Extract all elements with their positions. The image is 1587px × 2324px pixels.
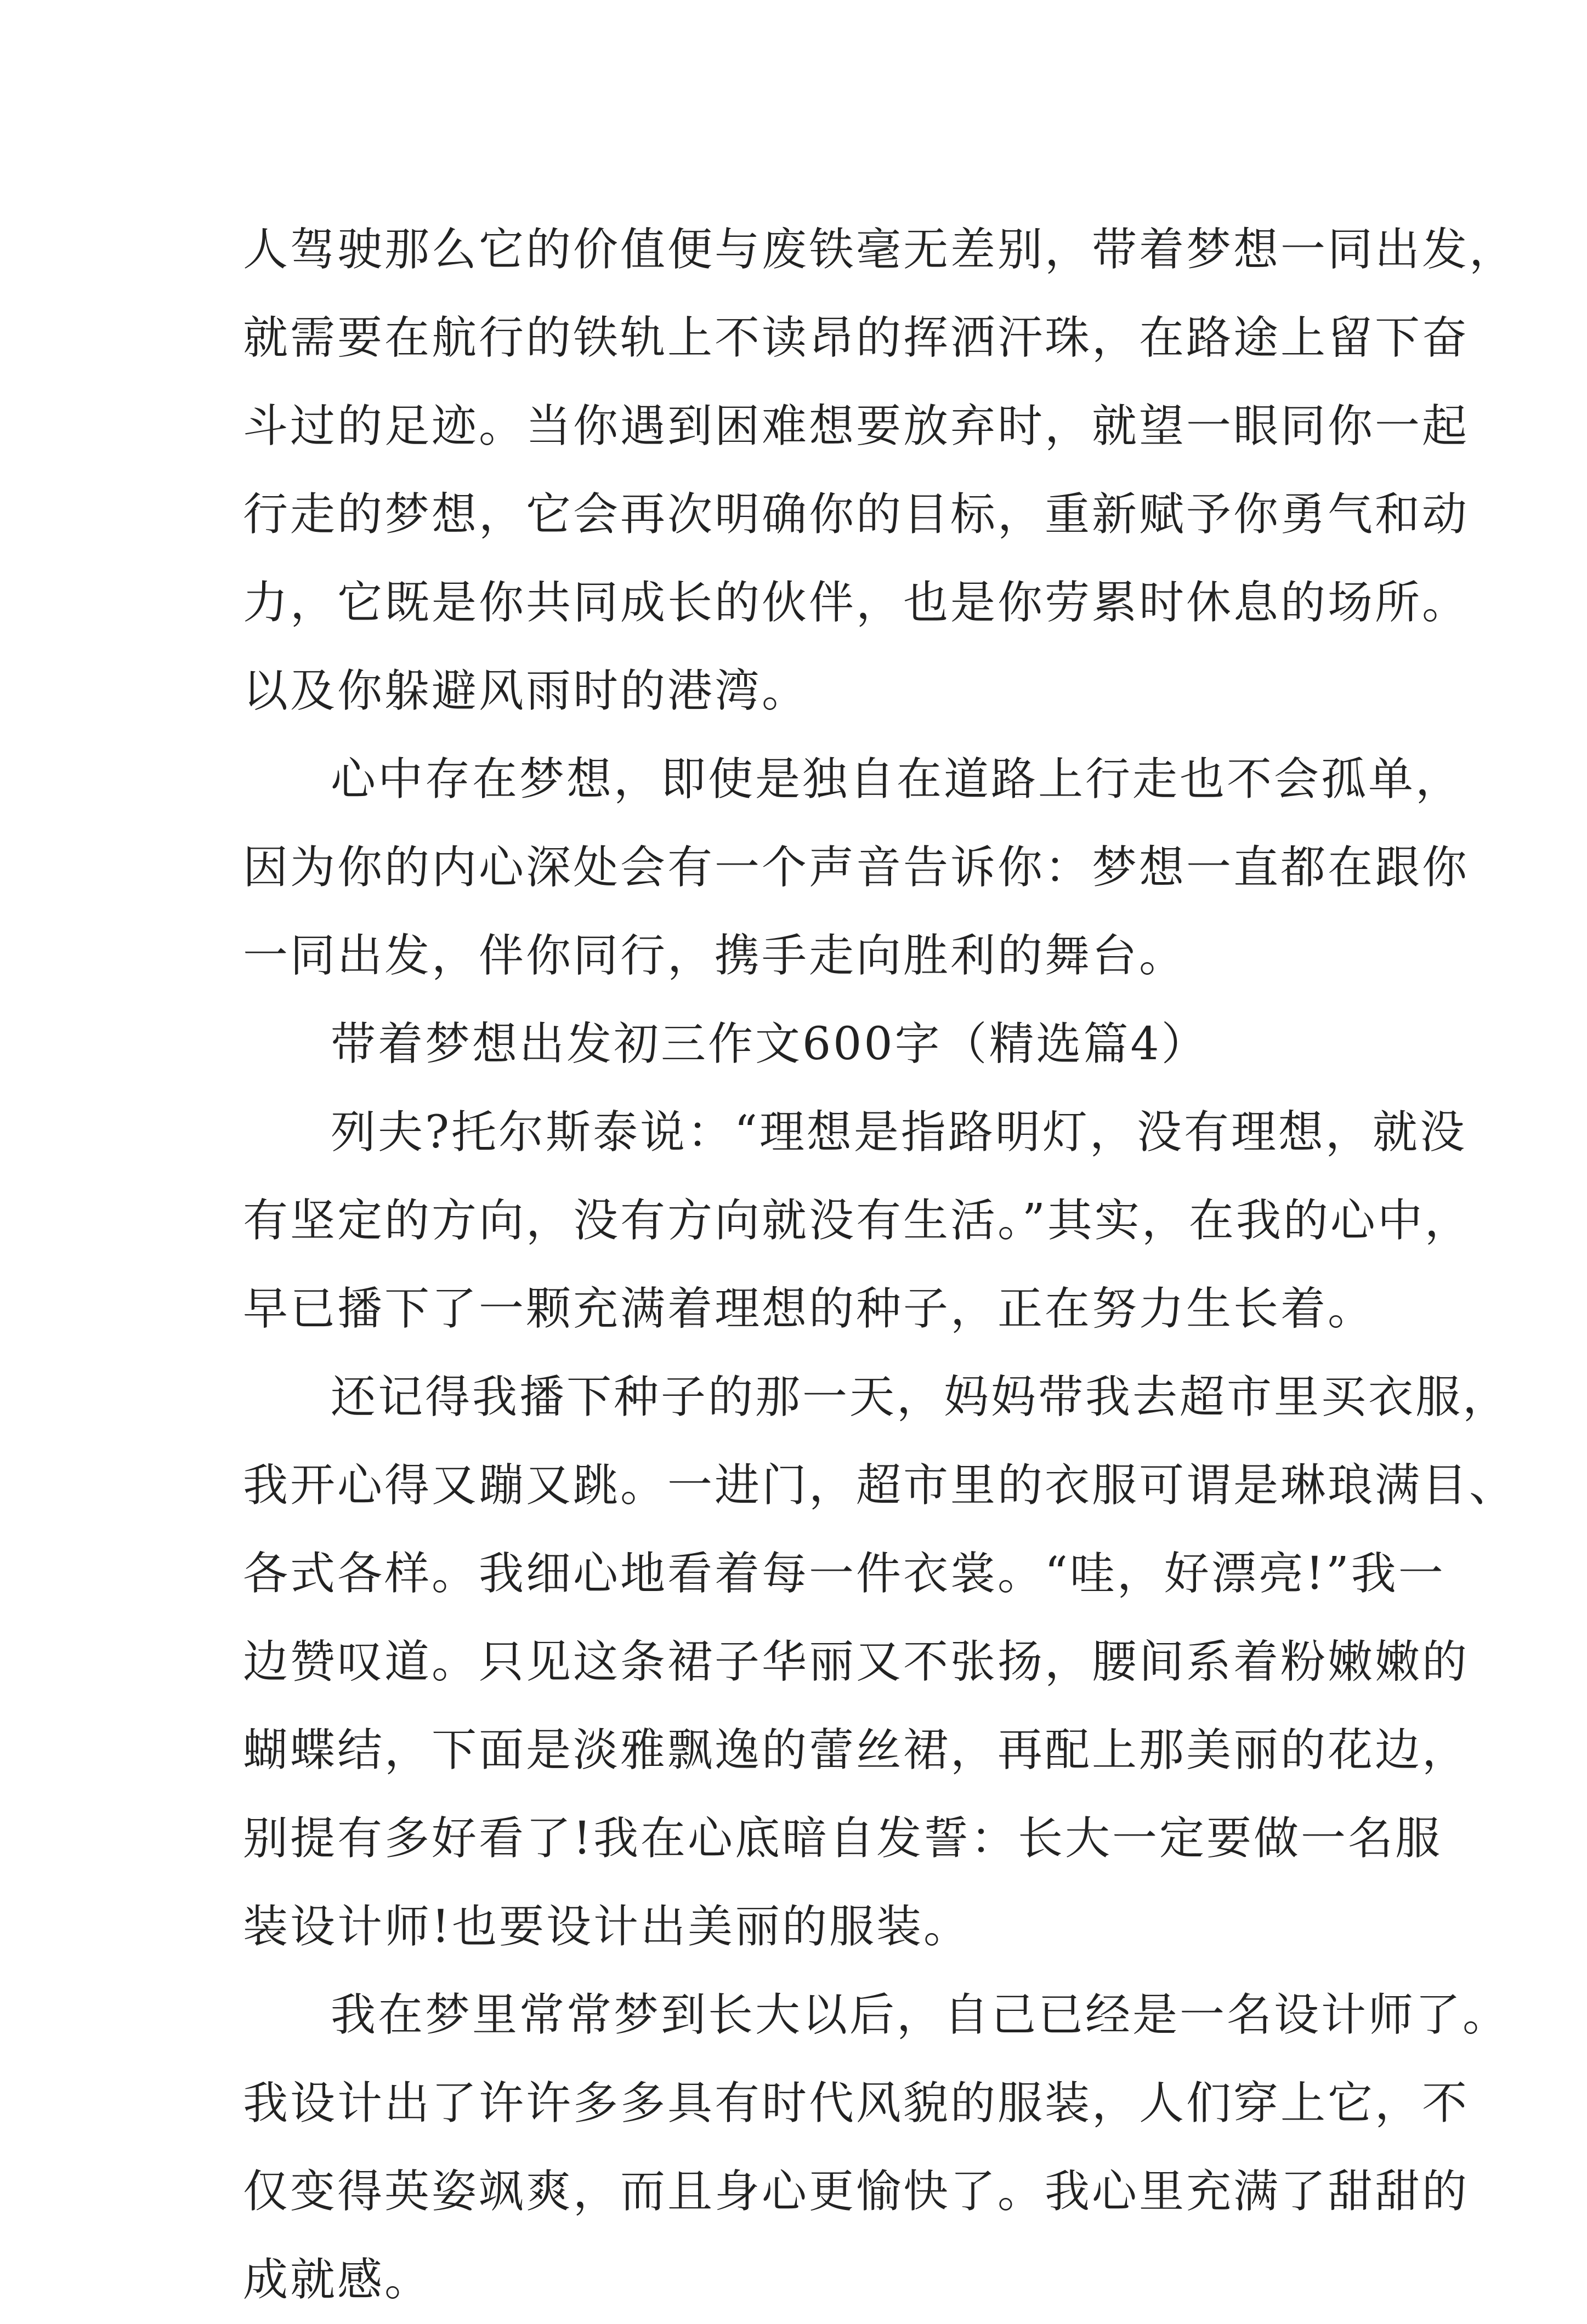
paragraph-first-line: 我在梦里常常梦到长大以后，自己已经是一名设计师了。: [331, 1989, 1510, 2041]
text-line: 我设计出了许许多多具有时代风貌的服装，人们穿上它，不: [243, 2077, 1470, 2129]
text-line: 就需要在航行的铁轨上不读昂的挥洒汗珠，在路途上留下奋: [243, 312, 1470, 364]
text-line: 斗过的足迹。当你遇到困难想要放弃时，就望一眼同你一起: [243, 400, 1470, 452]
paragraph-first-line: 心中存在梦想，即使是独自在道路上行走也不会孤单，: [331, 753, 1463, 805]
text-line: 边赞叹道。只见这条裙子华丽又不张扬，腰间系着粉嫩嫩的: [243, 1636, 1470, 1688]
text-line: 早已播下了一颗充满着理想的种子，正在努力生长着。: [243, 1283, 1375, 1335]
text-line: 人驾驶那么它的价值便与废铁毫无差别，带着梦想一同出发，: [243, 224, 1517, 276]
text-line: 一同出发，伴你同行，携手走向胜利的舞台。: [243, 930, 1187, 982]
text-line: 我开心得又蹦又跳。一进门，超市里的衣服可谓是琳琅满目、: [243, 1459, 1517, 1512]
text-line: 蝴蝶结，下面是淡雅飘逸的蕾丝裙，再配上那美丽的花边，: [243, 1724, 1470, 1776]
document-body: [243, 206, 1517, 2324]
text-line: 力，它既是你共同成长的伙伴，也是你劳累时休息的场所。: [243, 577, 1470, 629]
paragraph-first-line: 还记得我播下种子的那一天，妈妈带我去超市里买衣服，: [331, 1371, 1510, 1423]
text-line: 行走的梦想，它会再次明确你的目标，重新赋予你勇气和动: [243, 488, 1470, 541]
text-line: 成就感。: [243, 2254, 432, 2306]
text-line: 别提有多好看了!我在心底暗自发誓：长大一定要做一名服: [243, 1812, 1442, 1865]
text-line: 以及你躲避风雨时的港湾。: [243, 665, 809, 717]
text-line: 装设计师!也要设计出美丽的服装。: [243, 1901, 971, 1953]
text-line: 仅变得英姿飒爽，而且身心更愉快了。我心里充满了甜甜的: [243, 2166, 1470, 2218]
text-line: 各式各样。我细心地看着每一件衣裳。“哇，好漂亮!”我一: [243, 1548, 1446, 1600]
section-heading: 带着梦想出发初三作文600字（精选篇4）: [331, 1018, 1209, 1070]
text-line: 因为你的内心深处会有一个声音告诉你：梦想一直都在跟你: [243, 842, 1470, 894]
text-line: 有坚定的方向，没有方向就没有生活。”其实，在我的心中，: [243, 1195, 1472, 1247]
paragraph-first-line: 列夫?托尔斯泰说：“理想是指路明灯，没有理想，就没: [331, 1106, 1467, 1158]
